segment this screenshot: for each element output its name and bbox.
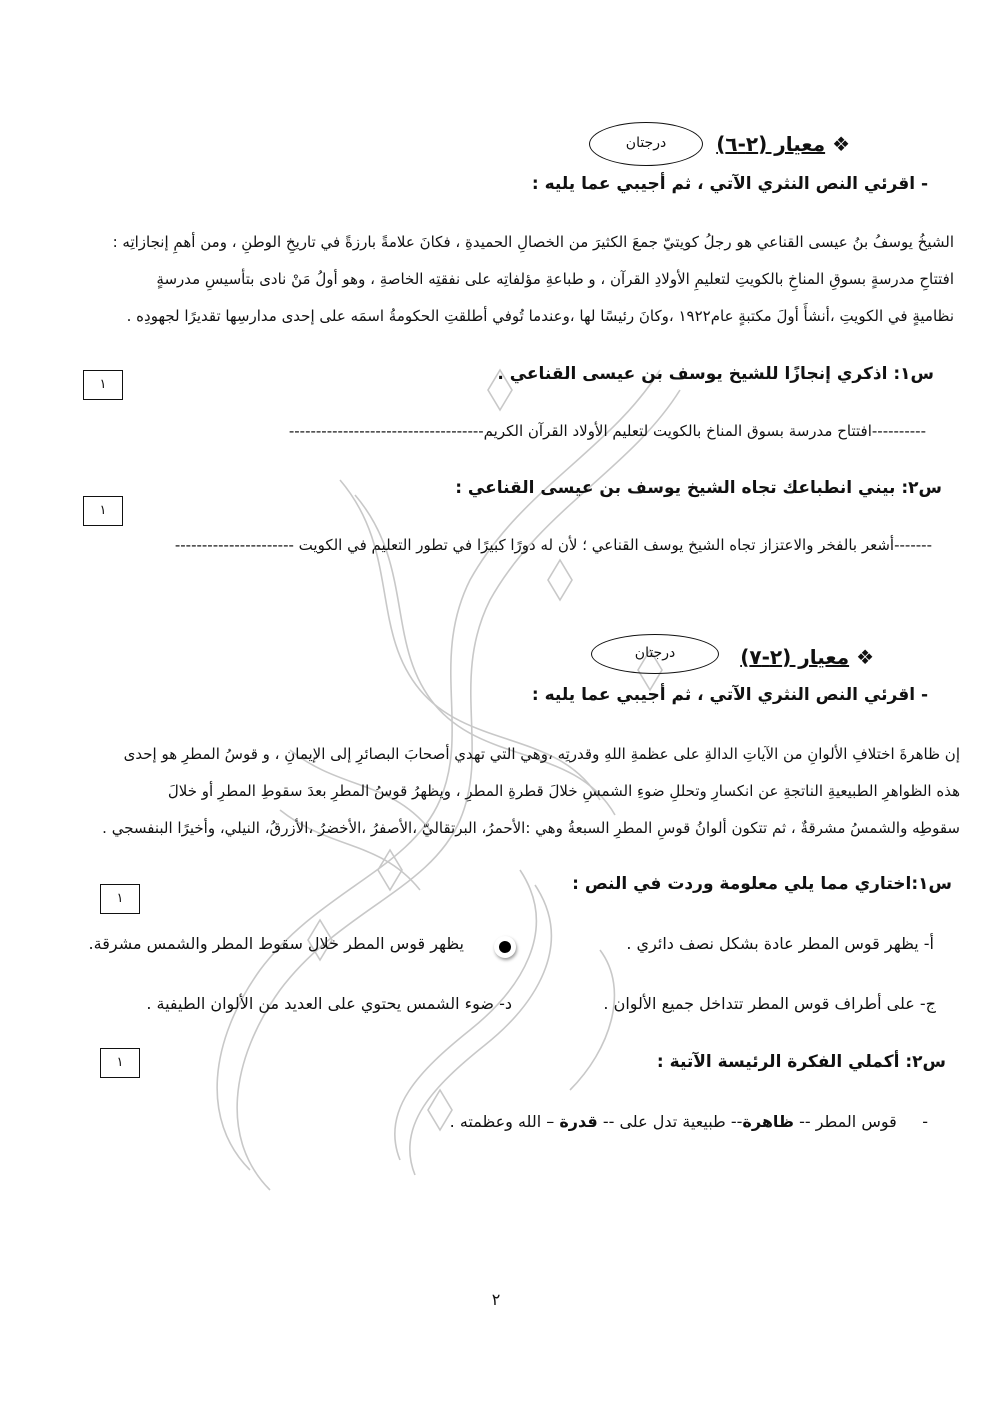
points-oval-1: درجتان	[589, 122, 703, 166]
score-box: ١	[83, 496, 123, 526]
option-a[interactable]: أ- يظهر قوس المطر عادة بشكل نصف دائري .	[626, 934, 934, 953]
score-box: ١	[100, 1048, 140, 1078]
passage-line: الشيخُ يوسفُ بنُ عيسى القناعي هو رجلُ كويتيّ جمعَ الكثيرَ من الخصالِ الحميدةِ ، فكانَ علامةً بارزةً في تاريخِ الوطنِ ، ومن أهمِ إنجازاتِه :	[112, 233, 954, 251]
standard-code: معيار (٢-٧)	[740, 645, 850, 669]
standard-title-2	[740, 645, 874, 669]
instruction-2: - اقرئي النص النثري الآتي ، ثم أجيبي عما يليه :	[531, 685, 928, 705]
page-number: ٢	[491, 1290, 501, 1309]
answer-keyword: قدرة	[559, 1112, 598, 1131]
selected-radio-icon[interactable]	[494, 936, 516, 958]
diamond-icon: ❖	[832, 132, 850, 156]
answer-1-2: -------أشعر بالفخر والاعتزاز تجاه الشيخ يوسف القناعي ؛ لأن له دورًا كبيرًا في تطور التعليم في الكويت ----------------------	[174, 536, 932, 554]
option-d[interactable]: د- ضوء الشمس يحتوي على العديد من الألوان الطيفية .	[146, 994, 512, 1013]
instruction-1: - اقرئي النص النثري الآتي ، ثم أجيبي عما يليه :	[531, 174, 928, 194]
passage-line: إن ظاهرةَ اختلافِ الألوانِ من الآياتِ الدالةِ على عظمةِ اللهِ وقدرتِه ،وهي التي تهدي أصحابَ البصائرِ إلى الإيمانِ ، و قوسُ المطرِ هو إحدى	[123, 745, 960, 763]
option-c[interactable]: ج- على أطراف قوس المطر تتداخل جميع الألوان .	[603, 994, 936, 1013]
answer-text: -- طبيعية تدل على --	[602, 1112, 743, 1131]
points-oval-2: درجتان	[591, 634, 719, 674]
answer-dash: -	[922, 1112, 928, 1131]
option-b[interactable]: يظهر قوس المطر خلال سقوط المطر والشمس مشرقة.	[88, 934, 464, 953]
answer-1-1: ----------افتتاح مدرسة بسوق المناخ بالكويت لتعليم الأولاد القرآن الكريم------------------------------------	[288, 422, 926, 440]
passage-1	[36, 224, 954, 335]
question-2-1: س١:اختاري مما يلي معلومة وردت في النص :	[572, 874, 952, 894]
question-2-2: س٢: أكملي الفكرة الرئيسة الآتية :	[656, 1052, 946, 1072]
answer-keyword: ظاهرة	[742, 1112, 794, 1131]
passage-2	[60, 736, 960, 847]
passage-line: نظاميةٍ في الكويتِ ،أنشأَ أولَ مكتبةٍ عام١٩٢٢ ،وكانَ رئيسًا لها ،وعندما تُوفي أطلقتِ الحكومةُ اسمَه على إحدى مدارسِها تقديرًا لجهودِه .	[126, 307, 954, 325]
standard-title-1	[716, 132, 850, 156]
standard-code: معيار (٢-٦)	[716, 132, 826, 156]
score-box: ١	[100, 884, 140, 914]
diamond-icon: ❖	[856, 645, 874, 669]
answer-2-2	[450, 1112, 928, 1131]
answer-text: قوس المطر --	[799, 1112, 897, 1131]
question-1-2: س٢: بيني انطباعك تجاه الشيخ يوسف بن عيسى القناعي :	[455, 478, 942, 498]
answer-text: – الله وعظمته .	[449, 1112, 555, 1131]
passage-line: سقوطِه والشمسُ مشرقةٌ ، ثم تتكون ألوانُ قوسِ المطرِ السبعةُ وهي :الأحمرُ، البرتقاليّ ،الأصفرُ ،الأخضرُ ،الأزرقُ، النيلي، وأخيرًا البنفسجي .	[102, 819, 960, 837]
score-box: ١	[83, 370, 123, 400]
question-1-1: س١: اذكري إنجازًا للشيخ يوسف بن عيسى القناعي .	[497, 364, 934, 384]
passage-line: افتتاحِ مدرسةٍ بسوقِ المناخِ بالكويتِ لتعليمِ الأولادِ القرآن ، و طباعةِ مؤلفاتِه على نفقتِه الخاصةِ ، وهو أولُ مَنْ نادى بتأسيسِ مدرسةٍ	[156, 270, 954, 288]
passage-line: هذه الظواهرِ الطبيعيةِ الناتجةِ عن انكسارِ وتحللِ ضوءِ الشمسِ خلالَ قطرةِ المطرِ ، ويظهرُ قوسُ المطرِ بعدَ سقوطِ المطرِ أو خلالَ	[167, 782, 960, 800]
